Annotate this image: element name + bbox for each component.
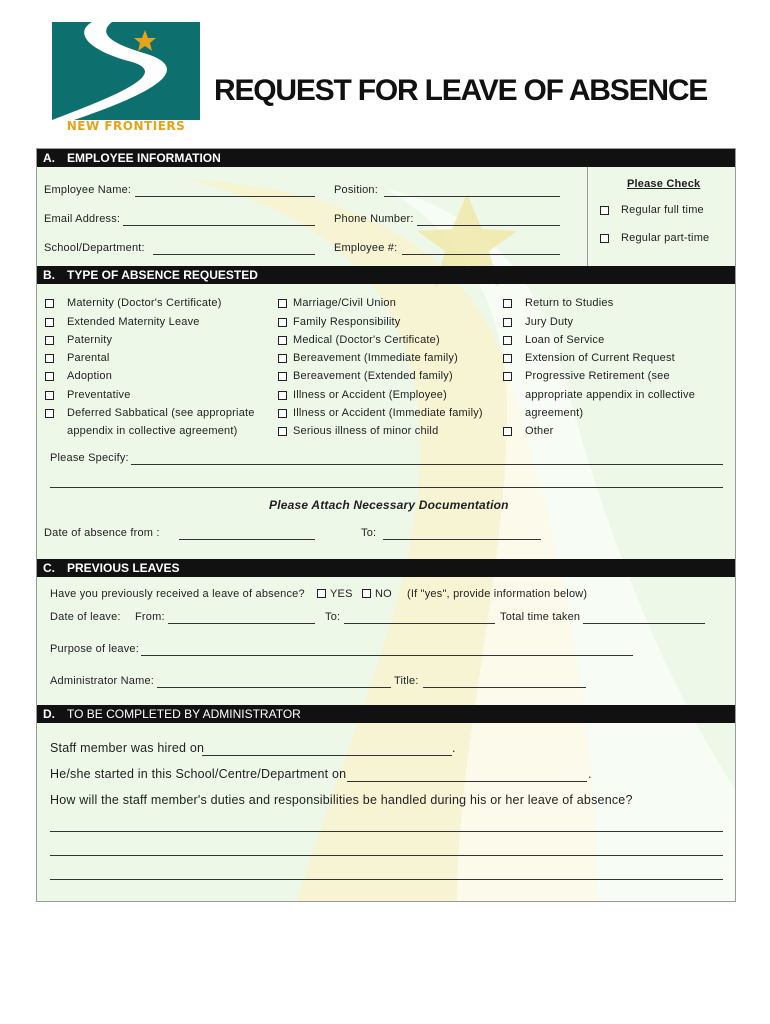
absence-option: Other (525, 425, 554, 437)
attach-documentation-note: Please Attach Necessary Documentation (269, 498, 509, 512)
document-title: REQUEST FOR LEAVE OF ABSENCE (214, 74, 708, 107)
absence-option: Deferred Sabbatical (see appropriate (67, 407, 255, 419)
hired-period: . (452, 741, 456, 755)
employee-number-field[interactable] (402, 254, 560, 255)
loan-of-service-checkbox[interactable] (503, 336, 512, 345)
brand-name: NEW FRONTIERS (66, 119, 186, 133)
started-on-field[interactable] (347, 781, 587, 782)
company-logo (52, 22, 200, 136)
phone-field[interactable] (417, 225, 560, 226)
no-label: NO (375, 588, 392, 600)
absence-option: Extended Maternity Leave (67, 316, 200, 328)
employee-name-field[interactable] (135, 196, 315, 197)
regular-part-checkbox[interactable] (600, 234, 609, 243)
phone-label: Phone Number: (334, 213, 414, 225)
email-field[interactable] (123, 225, 315, 226)
absence-option: Maternity (Doctor's Certificate) (67, 297, 222, 309)
started-period: . (588, 767, 592, 781)
absence-option: Jury Duty (525, 316, 574, 328)
absence-option: Loan of Service (525, 334, 605, 346)
absence-option-continued: appendix in collective agreement) (67, 425, 238, 437)
illness-employee-checkbox[interactable] (278, 391, 287, 400)
paternity-checkbox[interactable] (45, 336, 54, 345)
date-from-field[interactable] (179, 539, 315, 540)
purpose-label: Purpose of leave: (50, 643, 140, 655)
absence-option: Extension of Current Request (525, 352, 675, 364)
total-time-field[interactable] (583, 623, 705, 624)
absence-option: Progressive Retirement (see (525, 370, 670, 382)
deferred-sabbatical-checkbox[interactable] (45, 409, 54, 418)
started-on-label: He/she started in this School/Centre/Department on (50, 767, 347, 781)
date-from-label: Date of absence from : (44, 527, 160, 539)
school-label: School/Department: (44, 242, 145, 254)
absence-option: Family Responsibility (293, 316, 401, 328)
school-field[interactable] (153, 254, 315, 255)
extended-maternity-checkbox[interactable] (45, 318, 54, 327)
section-c-header: C. PREVIOUS LEAVES (37, 559, 735, 577)
administrator-title-field[interactable] (423, 687, 586, 688)
jury-duty-checkbox[interactable] (503, 318, 512, 327)
hired-on-label: Staff member was hired on (50, 741, 205, 755)
leave-form (36, 148, 736, 902)
absence-option: Paternity (67, 334, 113, 346)
date-to-field[interactable] (383, 539, 541, 540)
employee-number-label: Employee #: (334, 242, 398, 254)
administrator-title-label: Title: (394, 675, 419, 687)
parental-checkbox[interactable] (45, 354, 54, 363)
serious-illness-child-checkbox[interactable] (278, 427, 287, 436)
absence-option: Marriage/Civil Union (293, 297, 397, 309)
absence-option: Adoption (67, 370, 113, 382)
regular-full-label: Regular full time (621, 204, 704, 216)
absence-option: Return to Studies (525, 297, 614, 309)
other-checkbox[interactable] (503, 427, 512, 436)
previous-leave-question: Have you previously received a leave of absence? (50, 588, 305, 600)
divider (587, 167, 588, 266)
specify-field-line2[interactable] (50, 487, 723, 488)
employee-name-label: Employee Name: (44, 184, 132, 196)
duties-field-line3[interactable] (50, 879, 723, 880)
bereavement-extended-checkbox[interactable] (278, 372, 287, 381)
logo-emblem (52, 22, 200, 120)
section-a-header: A. EMPLOYEE INFORMATION (37, 149, 735, 167)
absence-option: Illness or Accident (Immediate family) (293, 407, 483, 419)
absence-option: Medical (Doctor's Certificate) (293, 334, 440, 346)
absence-option: Bereavement (Extended family) (293, 370, 453, 382)
duties-field-line2[interactable] (50, 855, 723, 856)
bereavement-immediate-checkbox[interactable] (278, 354, 287, 363)
absence-option: Parental (67, 352, 110, 364)
to-label: To: (325, 611, 341, 623)
if-yes-note: (If "yes", provide information below) (407, 588, 588, 600)
illness-family-checkbox[interactable] (278, 409, 287, 418)
date-to-label: To: (361, 527, 377, 539)
from-label: From: (135, 611, 165, 623)
total-time-label: Total time taken (500, 611, 581, 623)
please-check-label: Please Check (627, 178, 701, 190)
position-field[interactable] (384, 196, 560, 197)
yes-label: YES (330, 588, 353, 600)
absence-option-continued: agreement) (525, 407, 584, 419)
regular-full-checkbox[interactable] (600, 206, 609, 215)
specify-field[interactable] (131, 464, 723, 465)
maternity-checkbox[interactable] (45, 299, 54, 308)
star-icon (134, 30, 156, 51)
leave-to-field[interactable] (344, 623, 495, 624)
purpose-field[interactable] (141, 655, 633, 656)
no-checkbox[interactable] (362, 589, 371, 598)
return-studies-checkbox[interactable] (503, 299, 512, 308)
marriage-checkbox[interactable] (278, 299, 287, 308)
please-specify-label: Please Specify: (50, 452, 129, 464)
leave-from-field[interactable] (168, 623, 315, 624)
absence-option: Serious illness of minor child (293, 425, 439, 437)
absence-option-continued: appropriate appendix in collective (525, 389, 696, 401)
road-icon (52, 22, 200, 120)
date-of-leave-label: Date of leave: (50, 611, 121, 623)
medical-checkbox[interactable] (278, 336, 287, 345)
absence-option: Illness or Accident (Employee) (293, 389, 447, 401)
hired-on-field[interactable] (202, 755, 452, 756)
email-label: Email Address: (44, 213, 121, 225)
progressive-retirement-checkbox[interactable] (503, 372, 512, 381)
duties-field-line1[interactable] (50, 831, 723, 832)
administrator-name-field[interactable] (157, 687, 391, 688)
extension-checkbox[interactable] (503, 354, 512, 363)
section-d-header: D. TO BE COMPLETED BY ADMINISTRATOR (37, 705, 735, 723)
background-watermark (37, 149, 735, 901)
section-b-header: B. TYPE OF ABSENCE REQUESTED (37, 266, 735, 284)
adoption-checkbox[interactable] (45, 372, 54, 381)
preventative-checkbox[interactable] (45, 391, 54, 400)
absence-option: Bereavement (Immediate family) (293, 352, 458, 364)
administrator-name-label: Administrator Name: (50, 675, 155, 687)
regular-part-label: Regular part-time (621, 232, 710, 244)
absence-option: Preventative (67, 389, 131, 401)
position-label: Position: (334, 184, 378, 196)
family-responsibility-checkbox[interactable] (278, 318, 287, 327)
yes-checkbox[interactable] (317, 589, 326, 598)
duties-question: How will the staff member's duties and responsibilities be handled during his or her leave of absence? (50, 793, 633, 807)
